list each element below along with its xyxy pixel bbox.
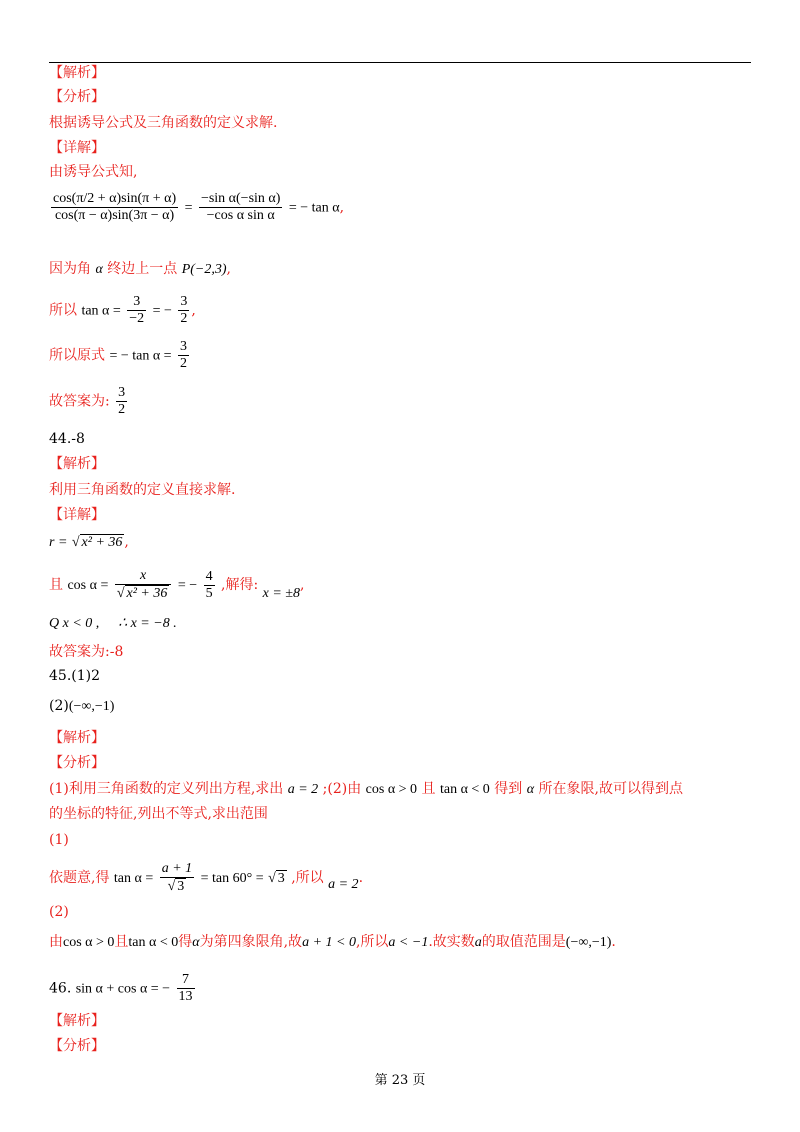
q44-answer: 故答案为:-8	[49, 644, 124, 660]
q43-by-formula: 由诱导公式知,	[49, 164, 138, 180]
q44-cond-line: Q x < 0 , ∴ x = −8 .	[49, 616, 177, 631]
top-rule	[49, 62, 751, 63]
q44-r-line: r = √ x² + 36 ,	[49, 534, 129, 550]
q45-analysis-line1: (1)利用三角函数的定义列出方程,求出 a = 2 ;(2)由 cos α > 0 且 tan α < 0 得到 α 所在象限,故可以得到点	[49, 781, 683, 797]
q44-title: 44.-8	[49, 431, 85, 447]
point-p: P(−2,3)	[181, 262, 227, 277]
page-footer: 第 23 页	[374, 1073, 426, 1088]
q46-line: 46. sin α + cos α = − $\frac{7}{13}$	[49, 972, 193, 1004]
q43-mid-fraction: $\frac{\text{−sin α(−sin α)}}{\text{−cos α sin α}}$	[200, 191, 281, 223]
q43-equation: $\frac{\cos(\pi/2 + \alpha)\sin(\pi + \alpha)}{\cos(\pi - \alpha)\sin(3\pi - \alpha)}$ = $\frac{\text{−sin α(−sin α)}}{\text{−cos α sin α}}$ = − tan α,	[53, 191, 345, 223]
q44-heading-jiexi: 【解析】	[49, 456, 105, 472]
q43-result-line: 所以原式 = − tan α = $\frac{3}{2}$	[49, 339, 188, 371]
q44-analysis: 利用三角函数的定义直接求解.	[49, 482, 236, 498]
q46-heading-fenxi: 【分析】	[49, 1038, 105, 1054]
q45-heading-fenxi: 【分析】	[49, 755, 105, 771]
q45-title: 45.(1)2	[49, 668, 101, 684]
q43-point-line: 因为角 α 终边上一点 P(−2,3),	[49, 261, 231, 277]
q45-part2: (2)(−∞,−1)	[49, 698, 115, 714]
q45-p1-line: 依题意,得 tan α = $\frac{a + 1}{√ 3}$ = tan 60° = √ 3 ,所以 a = 2.	[49, 861, 364, 894]
q43-lhs-fraction: $\frac{\cos(\pi/2 + \alpha)\sin(\pi + \alpha)}{\cos(\pi - \alpha)\sin(3\pi - \alpha)}$	[53, 191, 177, 223]
q45-analysis-line2: 的坐标的特征,列出不等式,求出范围	[49, 806, 268, 822]
q44-cos-line: 且 cos α = $\frac{x}{\text{√ x² + 36}}$ = − $\frac{4}{5}$ ,解得: x = ±8,	[49, 568, 305, 601]
q43-tan-line: 所以 tan α = $\frac{3}{-2}$ = − $\frac{3}{2}$ ,	[49, 294, 196, 326]
q45-p1-label: (1)	[49, 832, 69, 848]
alpha-symbol: α	[95, 262, 103, 277]
q43-answer-line: 故答案为: $\frac{3}{2}$	[49, 385, 126, 417]
heading-fenxi: 【分析】	[49, 89, 105, 105]
q45-p2-label: (2)	[49, 904, 69, 920]
q45-p2-line: 由cos α > 0且tan α < 0得α为第四象限角,故a + 1 < 0,所以a < −1.故实数a的取值范围是(−∞,−1).	[49, 934, 616, 950]
q45-heading-jiexi: 【解析】	[49, 730, 105, 746]
q43-rhs: = − tan α	[288, 200, 340, 216]
heading-jiexi: 【解析】	[49, 65, 105, 81]
heading-xiangjie: 【详解】	[49, 140, 105, 156]
q43-analysis: 根据诱导公式及三角函数的定义求解.	[49, 115, 278, 131]
q46-heading-jiexi: 【解析】	[49, 1013, 105, 1029]
q44-heading-xiangjie: 【详解】	[49, 507, 105, 523]
